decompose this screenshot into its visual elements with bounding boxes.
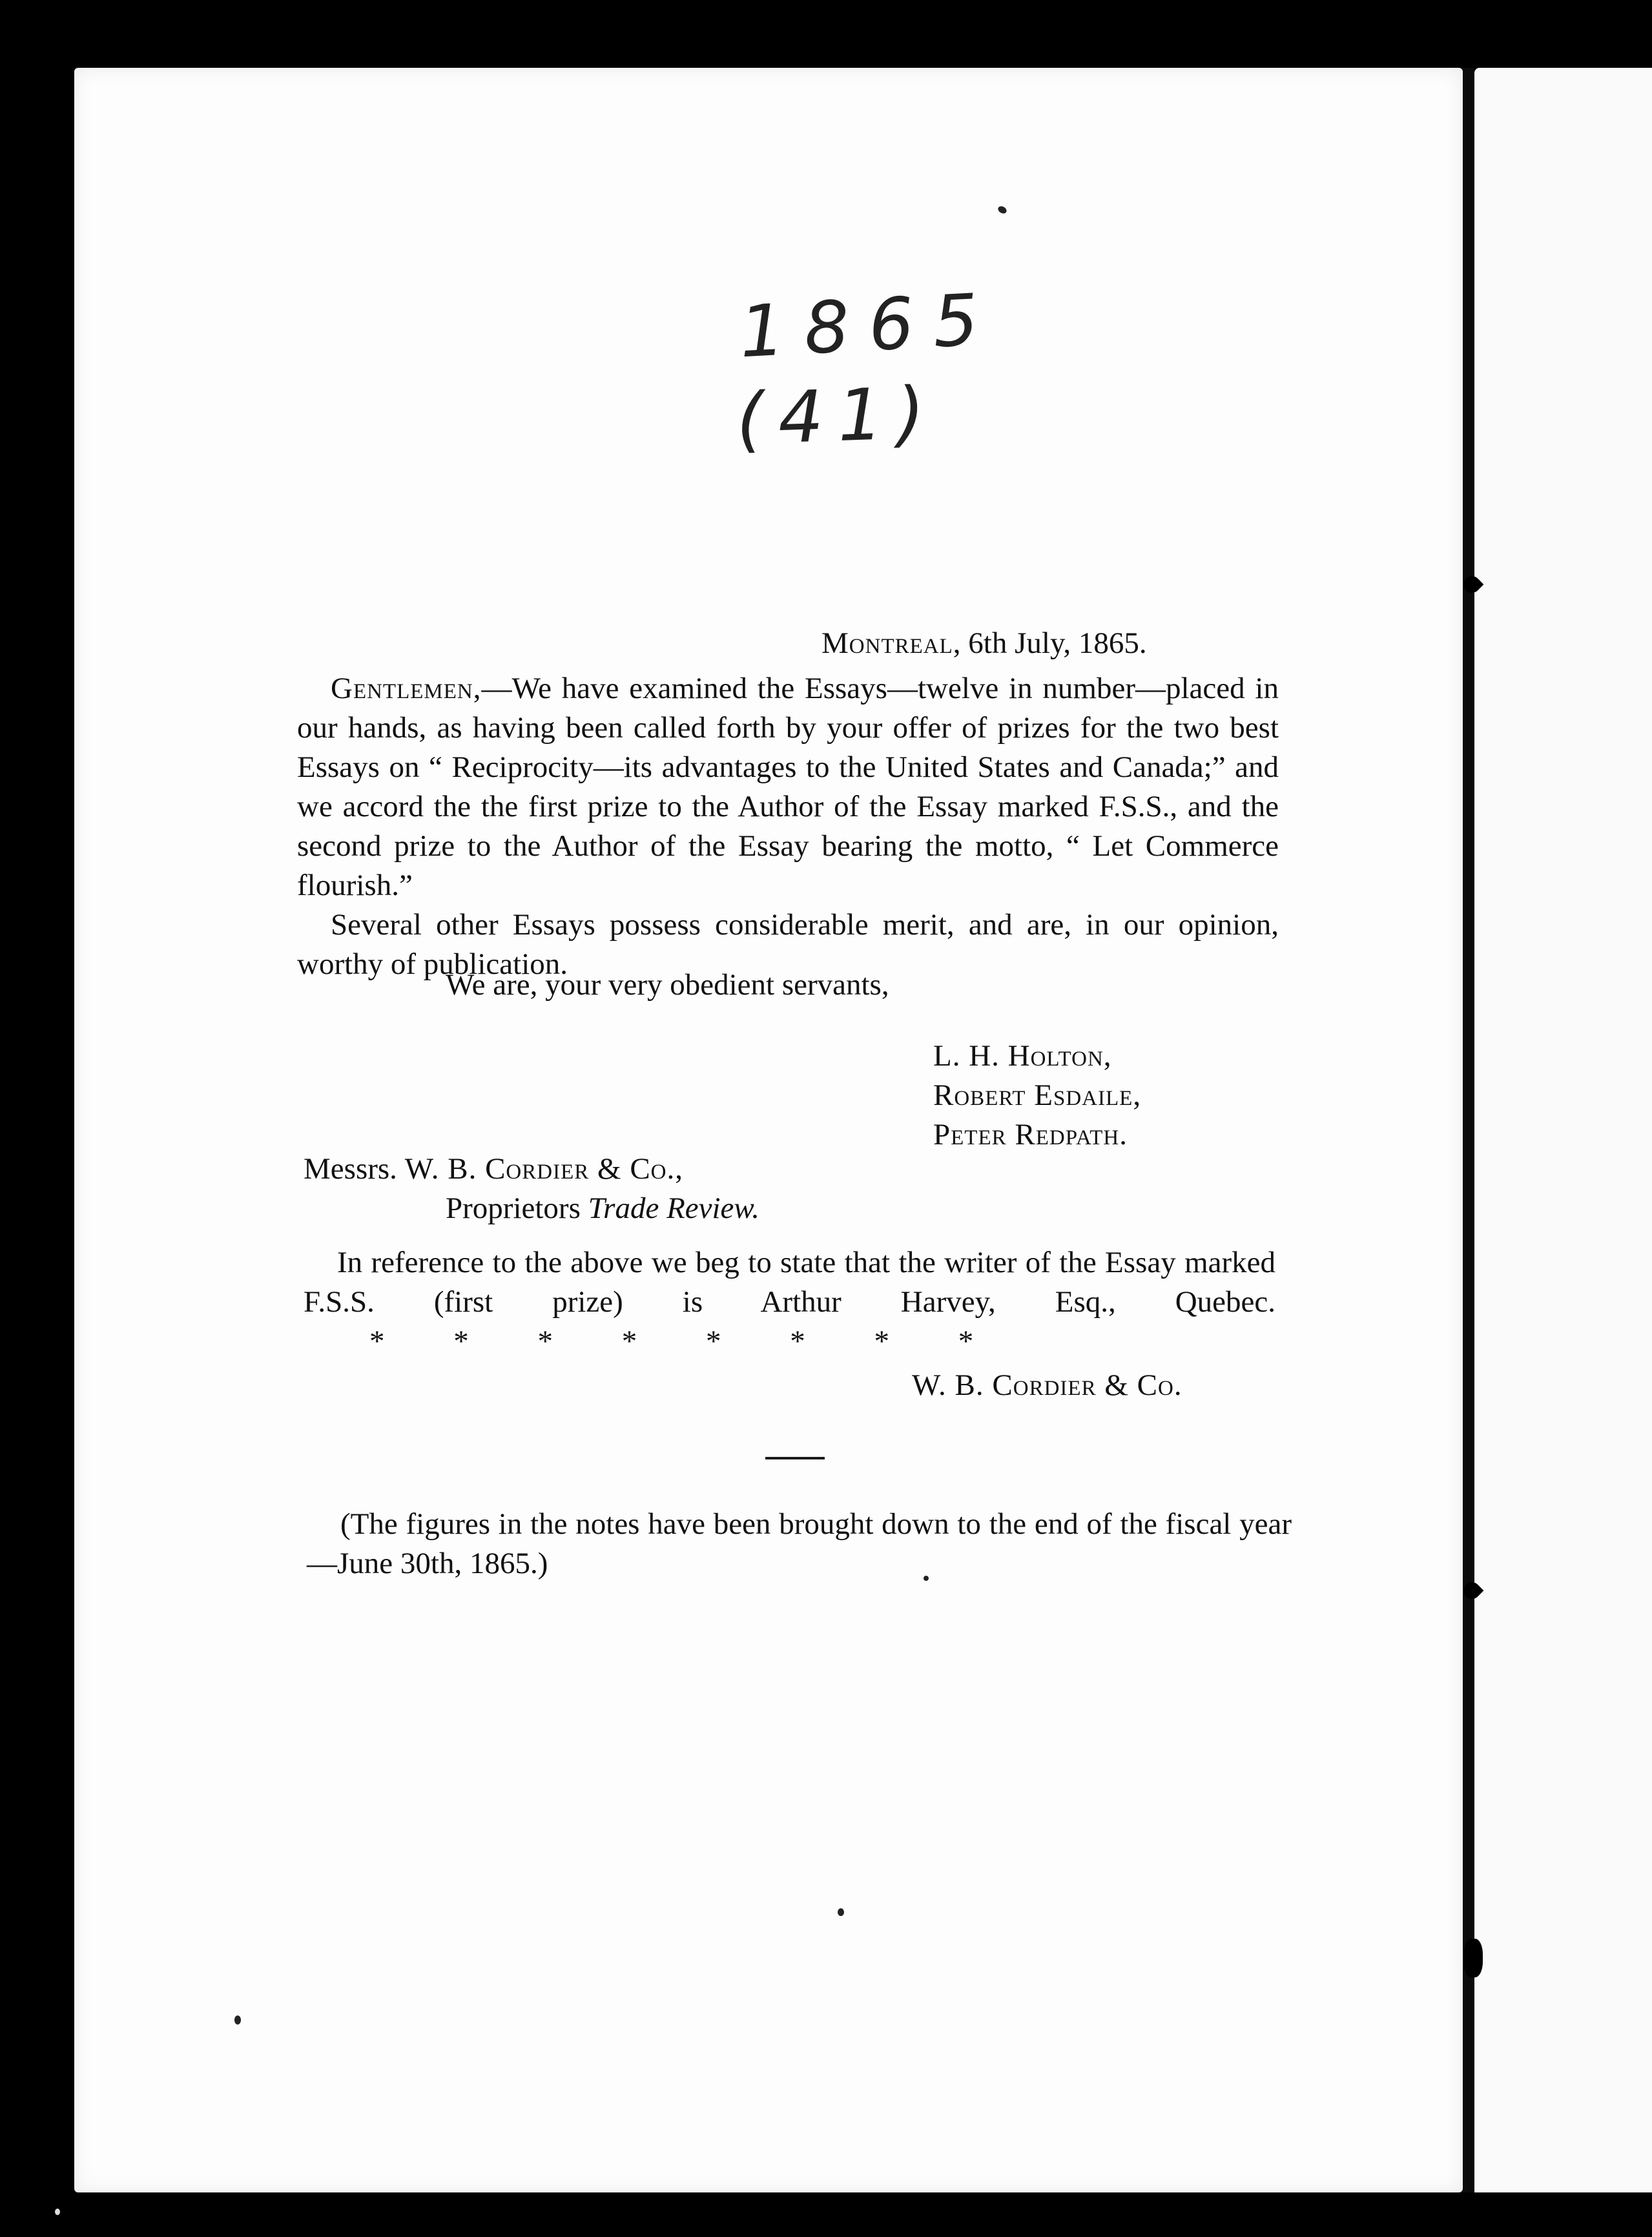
- ink-speck: [55, 2209, 60, 2215]
- section-divider: [765, 1457, 825, 1459]
- publisher-note-text: In reference to the above we beg to state that the writer of the Essay marked F.S.S. (first prize) is Arthur Harvey, Esq., Quebec.: [304, 1246, 1275, 1319]
- publisher-signature: [912, 1366, 1182, 1405]
- publisher-note: [304, 1243, 1275, 1361]
- facing-page-edge: [1474, 68, 1652, 2192]
- figures-footnote: [307, 1505, 1292, 1583]
- signatory: Peter Redpath.: [933, 1118, 1128, 1151]
- signatory: L. H. Holton,: [933, 1039, 1112, 1073]
- signatory: Robert Esdaile,: [933, 1078, 1142, 1112]
- publisher-note-paragraph: [304, 1243, 1275, 1361]
- dateline: [821, 624, 1147, 663]
- handwritten-catalog-number: (41): [734, 371, 940, 461]
- addressee-line: [304, 1149, 759, 1189]
- addressee-title: Proprietors: [446, 1191, 581, 1225]
- ink-speck: [838, 1908, 844, 1916]
- letter-body: [297, 669, 1279, 984]
- publisher-signature-text: W. B. Cordier & Co.: [912, 1368, 1182, 1402]
- handwritten-year: 1865: [737, 277, 1000, 374]
- addressee-firm: W. B. Cordier & Co.,: [404, 1152, 684, 1186]
- publication-name: Trade Review.: [588, 1191, 760, 1225]
- signature-block: [933, 1036, 1141, 1155]
- asterisk-row: * * * * * * * *: [369, 1325, 974, 1358]
- ink-speck: [924, 1576, 929, 1581]
- letter-paragraph: Several other Essays possess considerable merit, and are, in our opinion, worthy of publication.: [297, 908, 1279, 981]
- ink-speck: [234, 2015, 241, 2025]
- footnote-text: (The figures in the notes have been brought down to the end of the fiscal year—June 30th, 1865.): [307, 1507, 1292, 1580]
- addressee-block: [304, 1149, 759, 1228]
- salutation: Gentlemen,: [331, 672, 482, 705]
- dateline-city: Montreal: [821, 626, 953, 660]
- addressee-prefix: Messrs.: [304, 1152, 397, 1186]
- dateline-date: , 6th July, 1865.: [953, 626, 1147, 660]
- letter-closing: We are, your very obedient servants,: [446, 968, 889, 1002]
- addressee-title-line: [304, 1189, 759, 1228]
- letter-paragraph-text: —We have examined the Essays—twelve in number—placed in our hands, as having been called forth by your offer of prizes for the two best Essays on “ Reciprocity—its advantages to the United States and Canada;” and we accord the the first prize to the Author of the Essay marked F.S.S., and the second prize to the Author of the Essay bearing the motto, “ Let Commerce flourish.”: [297, 672, 1279, 902]
- book-gutter: [1463, 68, 1474, 2192]
- binding-mark: [1463, 1939, 1483, 1977]
- letter-paragraph: [297, 669, 1279, 905]
